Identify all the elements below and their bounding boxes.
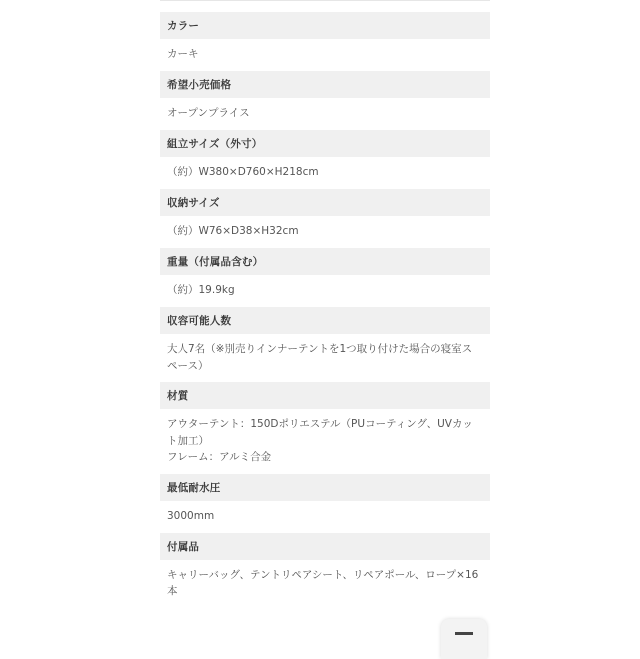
spec-value bbox=[160, 39, 490, 71]
minus-icon bbox=[455, 632, 473, 635]
spec-label: カラー bbox=[160, 12, 490, 39]
spec-value-line: 3000mm bbox=[167, 509, 215, 522]
spec-value bbox=[160, 275, 490, 307]
spec-value-line: （約）W380×D760×H218cm bbox=[167, 166, 319, 178]
spec-label: 材質 bbox=[160, 382, 490, 409]
spec-value-line: ペース） bbox=[167, 359, 209, 372]
spec-value-line: カーキ bbox=[167, 48, 199, 60]
spec-label: 付属品 bbox=[160, 533, 490, 560]
spec-label: 収納サイズ bbox=[160, 189, 490, 216]
spec-value bbox=[160, 409, 490, 474]
spec-value bbox=[160, 157, 490, 189]
spec-value-line: ト加工） bbox=[167, 434, 209, 447]
spec-value-line: オープンプライス bbox=[167, 107, 250, 119]
spec-table bbox=[160, 0, 490, 640]
spec-label: 希望小売価格 bbox=[160, 71, 490, 98]
spec-value-line: キャリーバッグ、テントリペアシート、リペアポール、ロープ×16 bbox=[167, 568, 479, 581]
spec-value-line: アウターテント：150Dポリエステル（PUコーティング、UVカッ bbox=[167, 418, 473, 430]
spec-value-line: 本 bbox=[167, 585, 178, 597]
spec-value bbox=[160, 216, 490, 248]
spec-value bbox=[160, 98, 490, 130]
spec-label: 重量（付属品含む） bbox=[160, 248, 490, 275]
spec-label: 収容可能人数 bbox=[160, 307, 490, 334]
spec-label: 最低耐水圧 bbox=[160, 474, 490, 501]
spec-label: 組立サイズ（外寸） bbox=[160, 130, 490, 157]
spec-value-line: 大人7名（※別売りインナーテントを1つ取り付けた場合の寝室ス bbox=[167, 343, 473, 355]
divider bbox=[160, 0, 490, 1]
spec-rows bbox=[160, 12, 490, 608]
spec-value-line: フレーム：アルミ合金 bbox=[167, 451, 272, 463]
floating-menu-button[interactable] bbox=[441, 619, 487, 659]
spec-value bbox=[160, 501, 490, 533]
spec-value bbox=[160, 560, 490, 608]
spec-value-line: （約）19.9kg bbox=[167, 284, 235, 296]
spec-value bbox=[160, 334, 490, 382]
spec-value-line: （約）W76×D38×H32cm bbox=[167, 225, 299, 237]
